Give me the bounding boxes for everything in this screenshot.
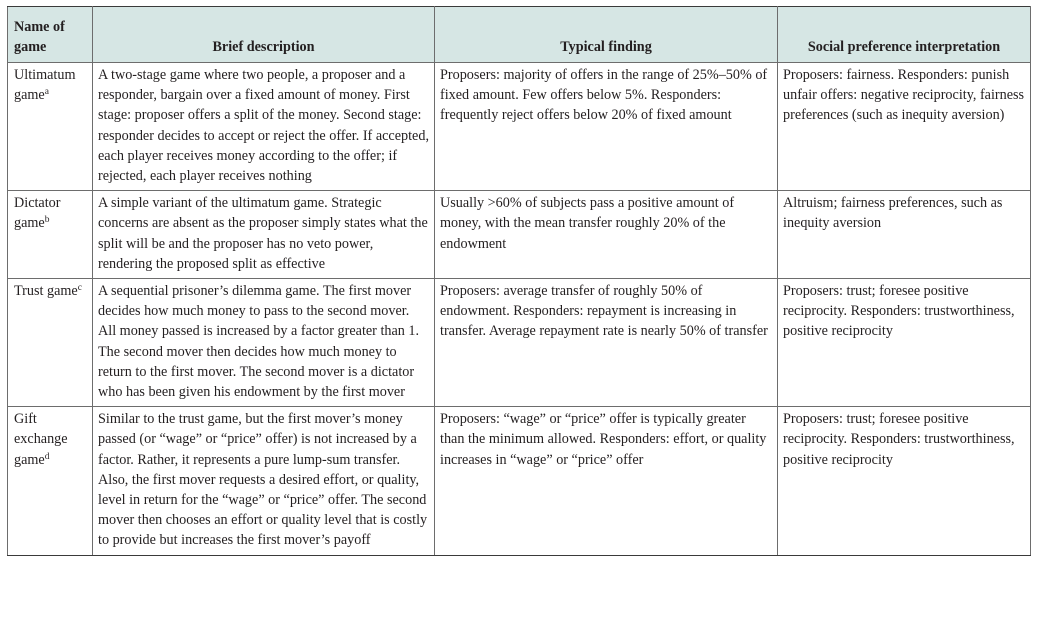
header-name-of-game: Name of game: [8, 7, 93, 63]
game-name-cell: [8, 407, 93, 555]
game-name: Dictator game: [14, 195, 61, 232]
finding-cell: Proposers: average transfer of roughly 50% of endowment. Responders: repayment is increasing in transfer. Average repayment rate is nearly 50% of transfer: [435, 279, 778, 407]
table-header: [8, 7, 1031, 63]
header-typical-finding: Typical finding: [435, 7, 778, 63]
footnote-marker: d: [44, 451, 50, 462]
game-name: Trust game: [14, 283, 78, 300]
footnote-marker: c: [77, 283, 82, 294]
footnote-marker: a: [44, 87, 49, 98]
description-cell: A two-stage game where two people, a proposer and a responder, bargain over a fixed amount of money. First stage: proposer offers a split of the money. Second stage: responder decides to accept or reject the offer. If accepted, each player receives money according to the offer; if rejected, each player receives nothing: [93, 63, 435, 191]
table-row-gift-exchange: [8, 407, 1031, 555]
games-table: [7, 6, 1031, 556]
description-cell: A simple variant of the ultimatum game. Strategic concerns are absent as the proposer simply states what the split will be and the proposer has no veto power, rendering the proposed split as effective: [93, 191, 435, 279]
interpretation-cell: Proposers: trust; foresee positive reciprocity. Responders: trustworthiness, positive reciprocity: [778, 407, 1031, 555]
description-cell: Similar to the trust game, but the first mover’s money passed (or “wage” or “price” offer) is not increased by a factor. Rather, it represents a pure lump-sum transfer. Also, the first mover requests a desired effort, or quality, level in return for the “wage” or “price” offer. The second mover then chooses an effort or quality level that is costly to provide but increases the first mover’s payoff: [93, 407, 435, 555]
header-social-preference-interpretation: Social preference interpretation: [778, 7, 1031, 63]
game-name: Ultimatum game: [14, 67, 76, 104]
table-row-dictator: [8, 191, 1031, 279]
game-name-cell: [8, 279, 93, 407]
interpretation-cell: Proposers: trust; foresee positive reciprocity. Responders: trustworthiness, positive reciprocity: [778, 279, 1031, 407]
game-name: Gift exchange game: [14, 411, 68, 468]
table-body: [8, 63, 1031, 556]
finding-cell: Usually >60% of subjects pass a positive amount of money, with the mean transfer roughly 20% of the endowment: [435, 191, 778, 279]
game-name-cell: [8, 191, 93, 279]
table-row-ultimatum: [8, 63, 1031, 191]
description-cell: A sequential prisoner’s dilemma game. The first mover decides how much money to pass to the second mover. All money passed is increased by a factor greater than 1. The second mover then decides how much money to return to the first mover. The second mover is a dictator who has been given his endowment by the first mover: [93, 279, 435, 407]
header-brief-description: Brief description: [93, 7, 435, 63]
interpretation-cell: Proposers: fairness. Responders: punish unfair offers: negative reciprocity, fairness preferences (such as inequity aversion): [778, 63, 1031, 191]
interpretation-cell: Altruism; fairness preferences, such as inequity aversion: [778, 191, 1031, 279]
finding-cell: Proposers: majority of offers in the range of 25%–50% of fixed amount. Few offers below 5%. Responders: frequently reject offers below 20% of fixed amount: [435, 63, 778, 191]
table-row-trust: [8, 279, 1031, 407]
footnote-marker: b: [44, 215, 50, 226]
finding-cell: Proposers: “wage” or “price” offer is typically greater than the minimum allowed. Responders: effort, or quality increases in “wage” or “price” offer: [435, 407, 778, 555]
game-name-cell: [8, 63, 93, 191]
header-row: [8, 7, 1031, 63]
